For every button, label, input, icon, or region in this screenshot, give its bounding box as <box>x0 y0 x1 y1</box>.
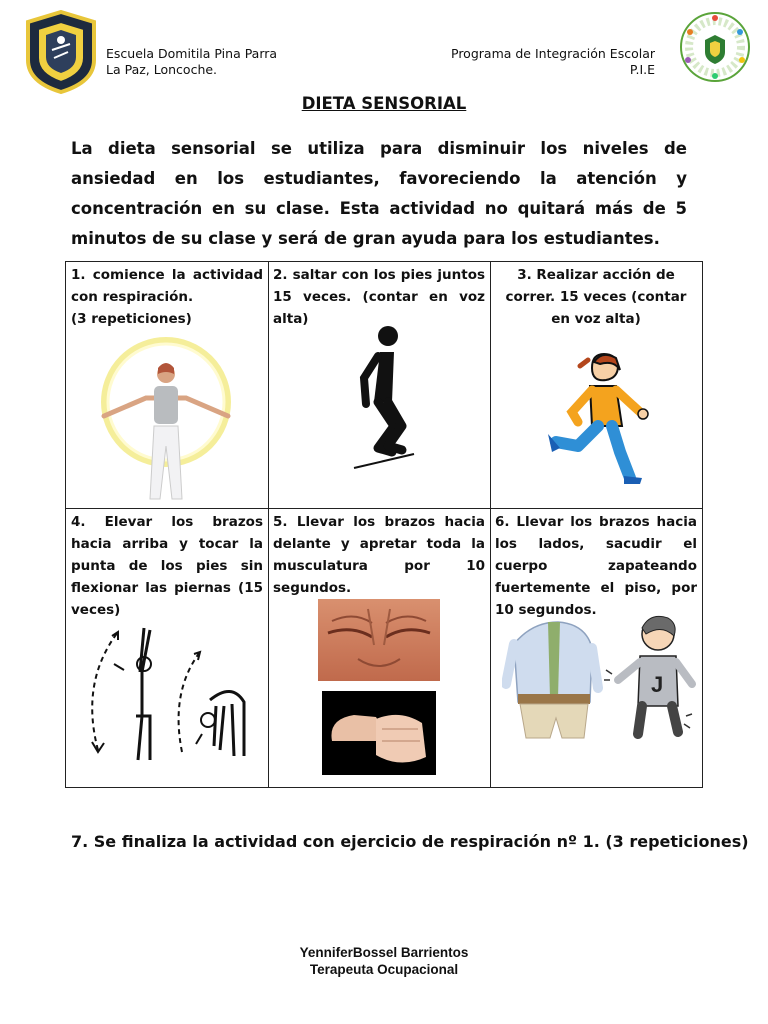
activity-text: 4. Elevar los brazos hacia arriba y tocar la punta de los pies sin flexionar las piernas (15 veces) <box>71 514 263 618</box>
stretch-toe-touch-illustration <box>84 622 254 762</box>
school-crest-icon <box>24 10 98 94</box>
activity-text: 5. Llevar los brazos hacia delante y apretar toda la musculatura por 10 segundos. <box>273 514 485 596</box>
activities-table <box>65 261 703 788</box>
school-location: La Paz, Loncoche. <box>106 62 218 77</box>
pie-circle-logo-icon <box>676 10 754 84</box>
author-name: YenniferBossel Barrientos <box>299 945 469 960</box>
breathing-woman-illustration <box>96 334 236 504</box>
page-title: DIETA SENSORIAL <box>301 94 467 113</box>
school-info <box>106 46 277 78</box>
activity-text: 6. Llevar los brazos hacia los lados, sacudir el cuerpo zapateando fuertemente el piso, por 10 segundos. <box>495 514 697 618</box>
squeezed-face-and-fists-photos <box>318 599 440 777</box>
activity-text: 1. comience la actividad con respiración. (3 repeticiones) <box>71 267 263 327</box>
jumping-pictogram-illustration <box>348 322 418 472</box>
program-info <box>451 46 655 78</box>
program-abbr: P.I.E <box>629 62 655 77</box>
activity-text: 3. Realizar acción de correr. 15 veces (contar en voz alta) <box>505 267 687 327</box>
program-name: Programa de Integración Escolar <box>451 46 655 61</box>
shaking-body-illustration <box>502 614 698 742</box>
intro-paragraph: La dieta sensorial se utiliza para disminuir los niveles de ansiedad en los estudiantes, favoreciendo la atención y concentración en su clase. Esta actividad no quitará más de 5 minutos de su clase y será de gran ayuda para los estudiantes. <box>71 139 687 248</box>
school-name: Escuela Domitila Pina Parra <box>106 46 278 61</box>
author-role: Terapeuta Ocupacional <box>309 962 459 977</box>
signature-block <box>0 944 768 978</box>
running-girl-illustration <box>542 342 654 484</box>
activity-text: 2. saltar con los pies juntos 15 veces. (contar en voz alta) <box>273 267 485 327</box>
svg-text:J: J <box>651 672 664 697</box>
closing-instruction: 7. Se finaliza la actividad con ejercicio de respiración nº 1. (3 repeticiones) <box>71 832 749 851</box>
